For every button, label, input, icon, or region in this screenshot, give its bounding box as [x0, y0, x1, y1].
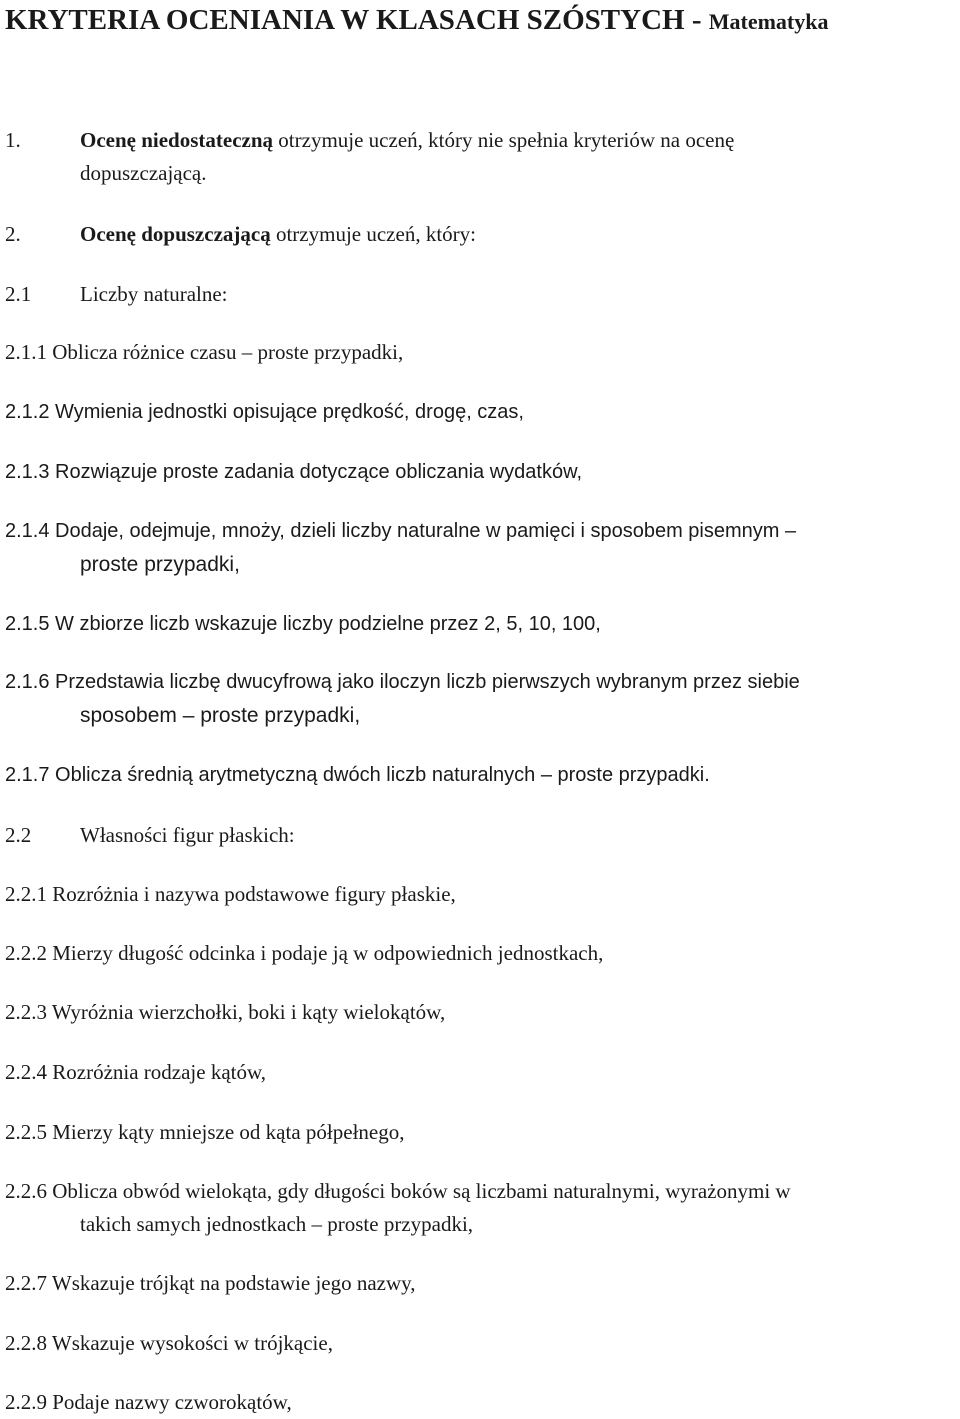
- item-continuation: takich samych jednostkach – proste przypadki,: [80, 1212, 474, 1236]
- item-text: W zbiorze liczb wskazuje liczby podzielne przez 2, 5, 10, 100,: [55, 613, 601, 635]
- criterion-item-2-1-5: [5, 608, 960, 641]
- item-number: 2.2.4: [5, 1060, 47, 1084]
- item-number: 2.1.7: [5, 764, 50, 786]
- criterion-item-2-2-5: [5, 1116, 960, 1149]
- item-text: Rozróżnia rodzaje kątów,: [52, 1060, 267, 1084]
- title-subject: Matematyka: [708, 9, 829, 34]
- item-text: Liczby naturalne:: [80, 282, 228, 306]
- item-number: 2.2.7: [5, 1271, 47, 1295]
- grade-name: Ocenę dopuszczającą: [80, 222, 271, 246]
- item-number: 2.1.6: [5, 671, 50, 693]
- item-text: Wyróżnia wierzchołki, boki i kąty wielokątów,: [51, 1000, 446, 1024]
- criterion-item-2-1-1: [5, 336, 960, 369]
- item-number: 2.2.1: [5, 882, 47, 906]
- criterion-item-2-1-3: [5, 456, 960, 489]
- item-text: Wskazuje wysokości w trójkącie,: [51, 1331, 333, 1355]
- item-text: Rozróżnia i nazywa podstawowe figury płaskie,: [52, 882, 456, 906]
- item-continuation: sposobem – proste przypadki,: [80, 704, 361, 727]
- criterion-item-2-1-7: [5, 759, 960, 792]
- grade-name: Ocenę niedostateczną: [80, 128, 274, 152]
- item-number: 2.1.2: [5, 401, 50, 423]
- item-number: 2.2.2: [5, 941, 47, 965]
- item-text: Mierzy kąty mniejsze od kąta półpełnego,: [52, 1120, 405, 1144]
- item-number: 2.2.9: [5, 1390, 47, 1414]
- criterion-item-2-2-4: [5, 1056, 960, 1089]
- item-text: Podaje nazwy czworokątów,: [52, 1390, 292, 1414]
- item-number: 2.1.3: [5, 461, 50, 483]
- criterion-item-2-2-3: [5, 996, 960, 1029]
- item-text: Wymienia jednostki opisujące prędkość, drogę, czas,: [55, 401, 524, 423]
- item-text: Rozwiązuje proste zadania dotyczące obliczania wydatków,: [55, 461, 582, 483]
- item-number: 2.2: [5, 823, 32, 847]
- item-text: Oblicza różnice czasu – proste przypadki,: [52, 340, 404, 364]
- criterion-item-2-2-7: [5, 1267, 960, 1300]
- item-continuation: dopuszczającą.: [80, 161, 207, 185]
- item-number: 2.1: [5, 282, 32, 306]
- document-title: [5, 2, 828, 40]
- criterion-item-2-2-9: [5, 1386, 960, 1419]
- item-number: 2.: [5, 222, 21, 246]
- criterion-item-2-2-1: [5, 878, 960, 911]
- item-text: Przedstawia liczbę dwucyfrową jako iloczyn liczb pierwszych wybranym przez siebie: [55, 671, 800, 693]
- item-text: Mierzy długość odcinka i podaje ją w odpowiednich jednostkach,: [52, 941, 604, 965]
- title-main: KRYTERIA OCENIANIA W KLASACH SZÓSTYCH -: [5, 4, 709, 36]
- criterion-item-2-1-4: [5, 515, 960, 548]
- criterion-item-2-2-6: [5, 1175, 960, 1208]
- item-number: 2.2.5: [5, 1120, 47, 1144]
- item-text: Oblicza średnią arytmetyczną dwóch liczb naturalnych – proste przypadki.: [55, 764, 710, 786]
- criterion-item-2-1-2: [5, 396, 960, 429]
- criterion-item-2-2-2: [5, 937, 960, 970]
- item-number: 2.1.5: [5, 613, 50, 635]
- item-text: Własności figur płaskich:: [80, 823, 295, 847]
- item-text: Dodaje, odejmuje, mnoży, dzieli liczby naturalne w pamięci i sposobem pisemnym –: [55, 520, 797, 542]
- item-number: 2.2.8: [5, 1331, 47, 1355]
- item-number: 2.2.6: [5, 1179, 47, 1203]
- criterion-item-2-2-8: [5, 1327, 960, 1360]
- item-text: otrzymuje uczeń, który nie spełnia kryteriów na ocenę: [273, 128, 735, 152]
- item-text: Oblicza obwód wielokąta, gdy długości boków są liczbami naturalnymi, wyrażonymi w: [52, 1179, 791, 1203]
- item-number: 1.: [5, 128, 21, 152]
- item-number: 2.1.4: [5, 520, 50, 542]
- item-number: 2.1.1: [5, 340, 47, 364]
- item-continuation: proste przypadki,: [80, 553, 240, 576]
- criterion-item-2-1-6: [5, 666, 960, 699]
- item-text: otrzymuje uczeń, który:: [270, 222, 476, 246]
- item-number: 2.2.3: [5, 1000, 47, 1024]
- item-text: Wskazuje trójkąt na podstawie jego nazwy,: [51, 1271, 416, 1295]
